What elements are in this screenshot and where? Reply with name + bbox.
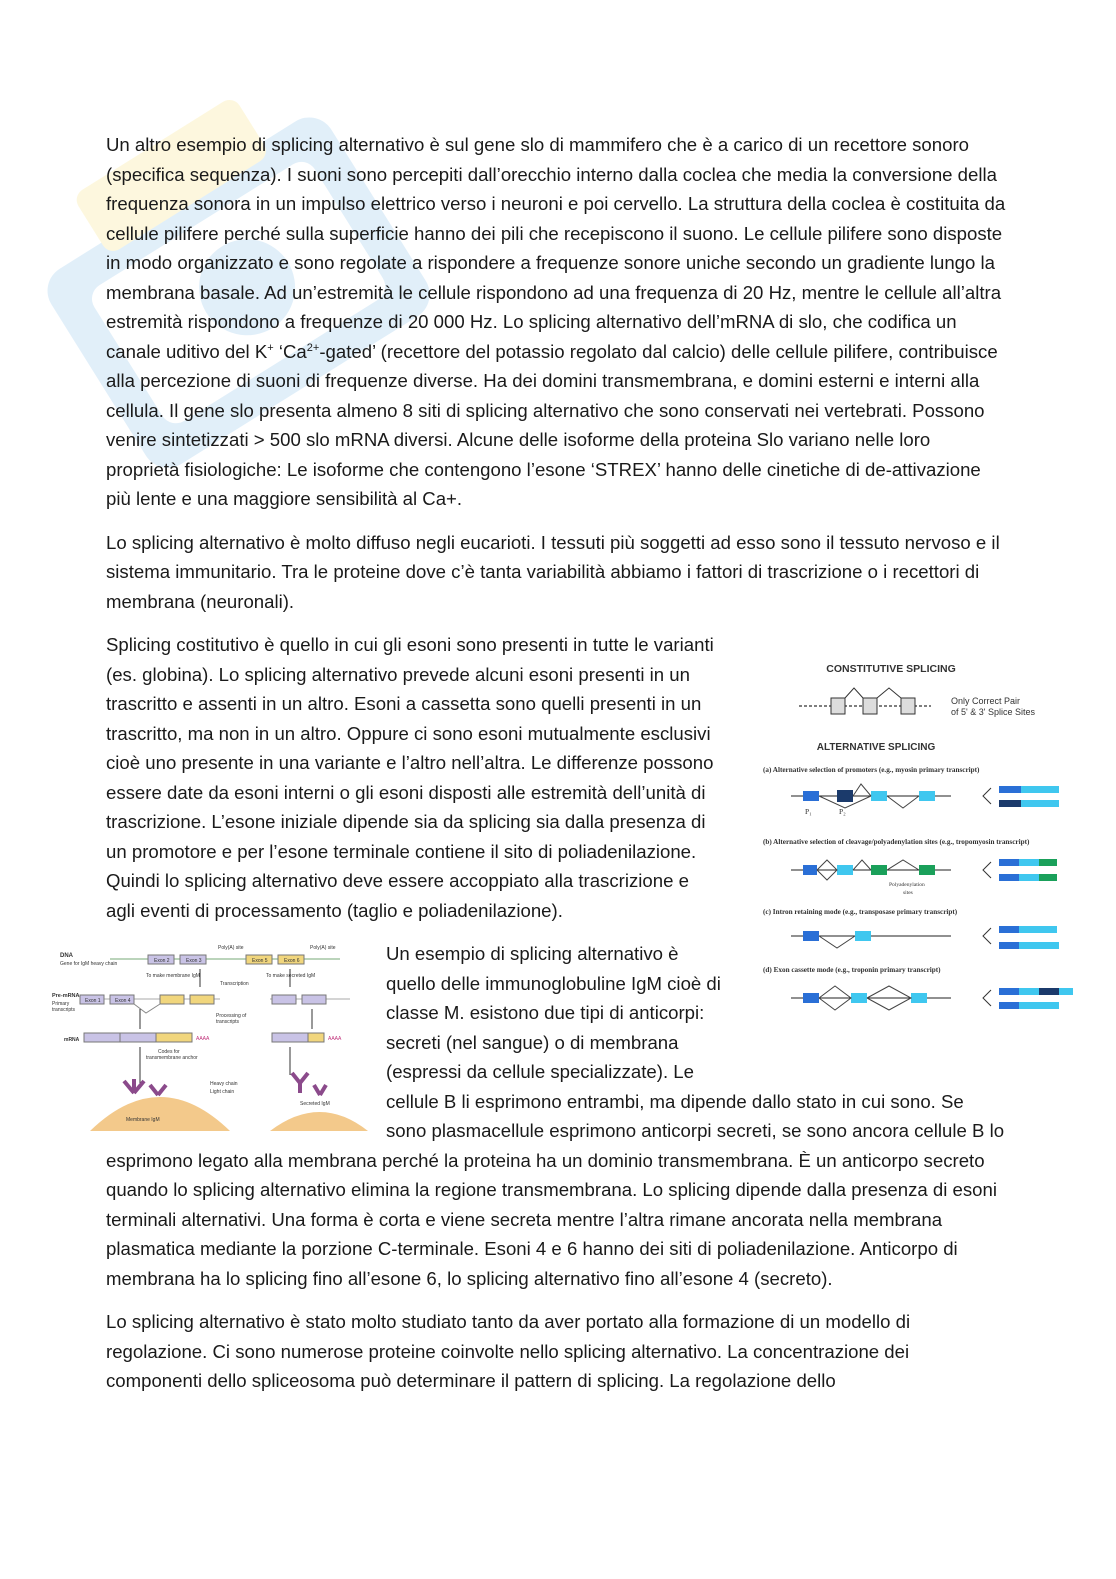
paragraph-text: -gated’ (recettore del potassio regolato dal calcio) delle cellule pilifere, contribuisce alla percezione di suoni di frequenze diverse. Ha dei domini transmembrana, e domini esterni e interni alla cellula. Il gene slo presenta almeno 8 siti di splicing alternativo che sono conservati nei vertebrati. Possono venire sintetizzati > 500 slo mRNA diversi. Alcune delle isoforme della proteina Slo variano nelle loro proprietà fisiologiche: Le isoforme che contengono l’esone ‘STREX’ hanno delle cinetiche di de-attivazione più lente e una maggiore sensibilità al Ca+. — [106, 340, 998, 509]
codes-for-label: Codes for — [158, 1049, 180, 1055]
paragraph-regulation-model: Lo splicing alternativo è stato molto studiato tanto da aver portato alla formazione di un modello di regolazione. Ci sono numerose proteine coinvolte nello splicing alternativo. La concentrazione dei componenti dello spliceosoma può determinare il pattern di splicing. La regolazione dello — [106, 1311, 911, 1391]
figure-title-constitutive: CONSTITUTIVE SPLICING — [826, 663, 956, 675]
membrane-igm-label: Membrane IgM — [126, 1117, 160, 1123]
transcripts-label: transcripts — [52, 1007, 76, 1013]
polya-site-left: Poly(A) site — [218, 945, 244, 951]
exon-6-label: Exon 6 — [284, 958, 300, 964]
promoter-p1: P₁ — [805, 807, 812, 816]
panel-a-caption: (a) Alternative selection of promoters (e.g., myosin primary transcript) — [763, 766, 980, 774]
primary-label: Primary — [52, 1001, 70, 1007]
paragraph-eukaryotes: Lo splicing alternativo è molto diffuso negli eucarioti. I tessuti più soggetti ad esso sono il tessuto nervoso e il sistema immunitario. Tra le proteine dove c’è tanta variabilità abbiamo i fattori di trascrizione o i recettori di membrana (neuronali). — [106, 531, 1000, 612]
processing-label: Processing of — [216, 1013, 247, 1019]
paragraph-constitutive-splicing: Splicing costitutivo è quello in cui gli esoni sono presenti in tutte le varianti (es. globina). Lo splicing alternativo prevede alcuni esoni presenti in un trascritto e assenti in un altro. Esoni a cassetta sono quelli presenti in un trascritto, ma non in un altro. Oppure ci sono esoni mutualmente esclusivi cioè uno presente in una variante e l’altro nell’altra. Le differenze possono essere date da esoni interni o gli esoni disposti alle estremità dell’unità di trascrizione. L’esone iniziale dipende sia da splicing sia dalla presenza di un promotore e per l’esone terminale contiene il sito di poliadenilazione. Quindi lo splicing alternativo deve essere accoppiato alla trascrizione e agli eventi di processamento (taglio e poliadenilazione). — [106, 634, 714, 921]
to-membrane-label: To make membrane IgM — [146, 973, 200, 979]
polya-tail-secreted: AAAA — [328, 1036, 342, 1042]
exon-2-label: Exon 2 — [154, 958, 170, 964]
document-page — [52, 130, 1035, 1410]
secreted-igm-label: Secreted IgM — [300, 1101, 330, 1107]
figure-title-alternative: ALTERNATIVE SPLICING — [816, 742, 936, 753]
pre-mrna-label: Pre-mRNA — [52, 993, 80, 999]
light-chain-label: Light chain — [210, 1089, 235, 1095]
gene-label: Gene for IgM heavy chain — [60, 961, 118, 967]
polya-site-right: Poly(A) site — [310, 945, 336, 951]
note-constitutive-2: of 5' & 3' Splice Sites — [951, 707, 1035, 717]
mrna-label: mRNA — [64, 1037, 80, 1043]
transcription-label: Transcription — [220, 981, 249, 987]
panel-c-caption: (c) Intron retaining mode (e.g., transposase primary transcript) — [763, 908, 958, 916]
exon-5-label: Exon 5 — [252, 958, 268, 964]
polyadenylation-label: Polyadenylation — [889, 882, 925, 888]
paragraph-text: Un altro esempio di splicing alternativo è sul gene slo di mammifero che è a carico di un recettore sonoro (specifica sequenza). I suoni sono percepiti dall’orecchio interno dalla coclea che media la conversione della frequenza sonora in un impulso elettrico verso i neuroni e poi cervello. La struttura della coclea è costituita da cellule pilifere perché sulla superficie hanno dei pili che recepiscono il suono. Le cellule pilifere sono disposte in modo organizzato e sono regolate a rispondere a frequenze sonore uniche secondo un gradiente lungo la membrana basale. Ad un’estremità le cellule rispondono ad una frequenza di 20 Hz, mentre le cellule all’altra estremità rispondono a frequenze di 20 000 Hz. Lo splicing alternativo dell’mRNA di slo, che codifica un canale uditivo del K — [106, 134, 1006, 362]
to-secreted-label: To make secreted IgM — [266, 973, 316, 979]
polya-tail-membrane: AAAA — [196, 1036, 210, 1042]
panel-b-caption: (b) Alternative selection of cleavage/polyadenylation sites (e.g., tropomyosin transcript) — [763, 838, 1030, 846]
transmembrane-anchor-label: transmembrane anchor — [146, 1055, 198, 1061]
figure-igm-splicing — [50, 943, 368, 1131]
exon-3-label: Exon 3 — [186, 958, 202, 964]
promoter-p2: P₂ — [839, 807, 846, 816]
paragraph-igm-example: Un esempio di splicing alternativo è quello delle immunoglobuline IgM cioè di classe M. esistono due tipi di anticorpi: secreti (nel sangue) o di membrana (espressi da cellule specializzate). Le cellule B li esprimono entrambi, ma dipende dallo stato in cui sono. Se sono plasmacellule esprimono anticorpi secreti, se sono ancora cellule B lo esprimono legato alla membrana perché la proteina ha un dominio transmembrana. È un anticorpo secreto quando lo splicing alternativo elimina la regione transmembrana. Lo splicing dipende dalla presenza di esoni terminali alternativi. Una forma è corta e viene secreta mentre l’altra rimane ancorata nella membrana plasmatica mediante la porzione C-terminale. Esoni 4 e 6 hanno dei siti di poliadenilazione. Anticorpo di membrana ha lo splicing fino all’esone 6, lo splicing alternativo fino all’esone 4 (secreto). — [106, 943, 1005, 1289]
dna-label: DNA — [60, 953, 73, 959]
panel-d-caption: (d) Exon cassette mode (e.g., troponin primary transcript) — [763, 966, 941, 974]
polyadenylation-sites-label: sites — [903, 890, 913, 896]
note-constitutive-1: Only Correct Pair — [951, 696, 1021, 706]
superscript: 2+ — [306, 341, 320, 354]
paragraph-text: ‘Ca — [273, 340, 307, 362]
exon-1-label: Exon 1 — [85, 998, 101, 1004]
figure-splicing-types — [751, 636, 1076, 1056]
superscript: + — [267, 341, 274, 354]
paragraph-slo-gene — [106, 130, 1006, 514]
exon-4-label: Exon 4 — [115, 998, 131, 1004]
processing-transcripts-label: transcripts — [216, 1019, 240, 1025]
heavy-chain-label: Heavy chain — [210, 1081, 238, 1087]
